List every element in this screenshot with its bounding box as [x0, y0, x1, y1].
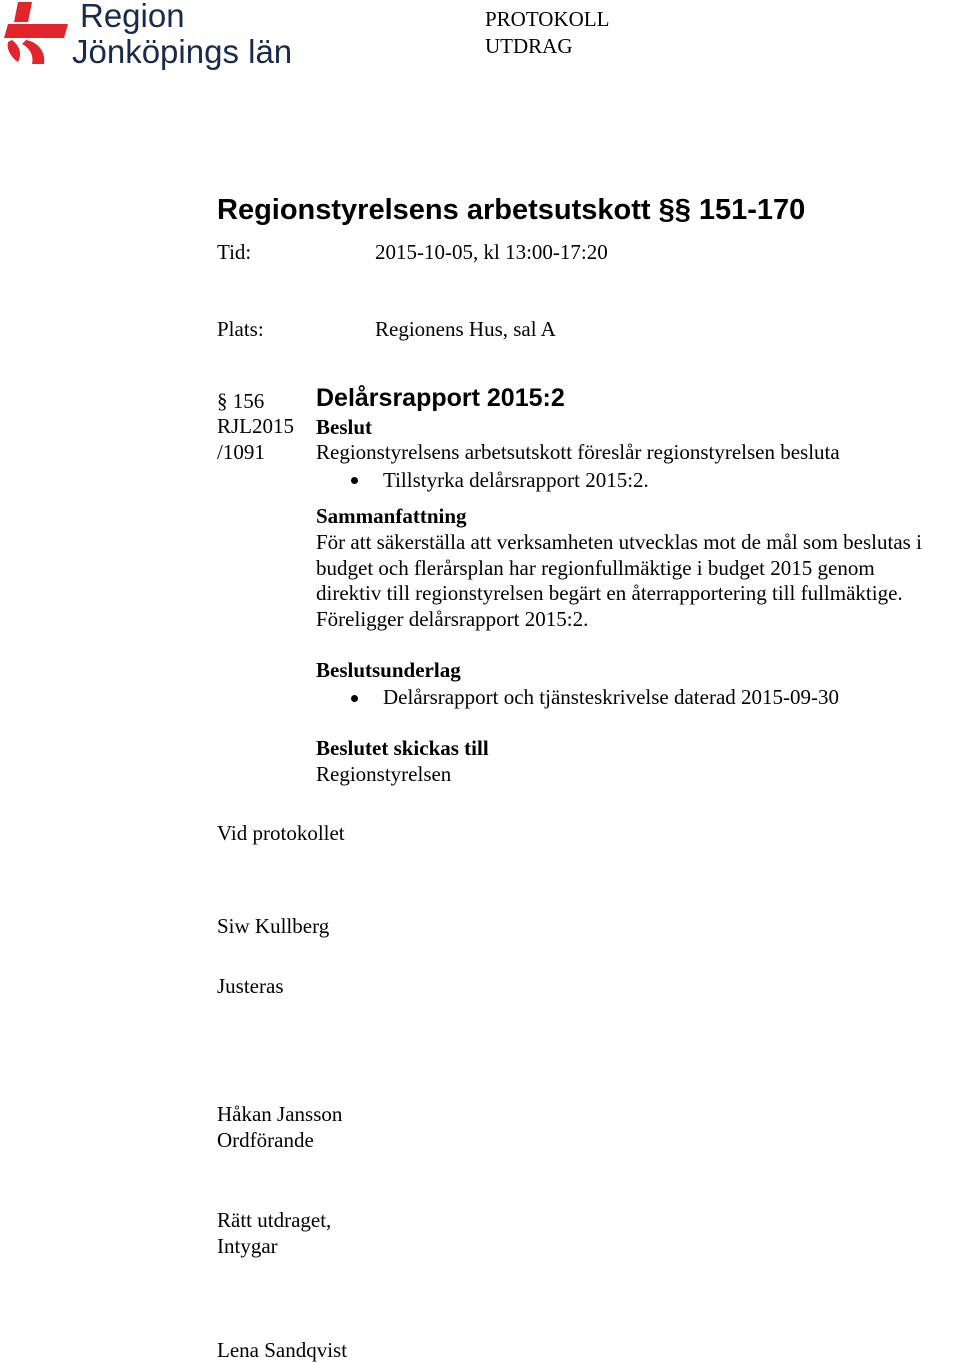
bullet-icon	[351, 695, 358, 702]
summary-line: direktiv till regionstyrelsen begärt en återrapportering till fullmäktige.	[316, 581, 903, 605]
bullet-icon	[351, 477, 358, 484]
header-protokoll: PROTOKOLL	[485, 7, 610, 31]
chair-role: Ordförande	[217, 1128, 314, 1152]
summary-line: budget och flerårsplan har regionfullmäktige i budget 2015 genom	[316, 556, 875, 580]
chair-name: Håkan Jansson	[217, 1102, 343, 1126]
region-cross-icon	[4, 2, 70, 66]
sent-to: Regionstyrelsen	[316, 762, 452, 786]
decision-heading: Beslut	[316, 415, 373, 439]
basis-bullet-text: Delårsrapport och tjänsteskrivelse daterad 2015-09-30	[383, 685, 840, 709]
certifier-name: Lena Sandqvist	[217, 1338, 348, 1362]
paragraph-number: § 156	[217, 389, 265, 413]
basis-heading: Beslutsunderlag	[316, 658, 461, 682]
decision-bullet-text: Tillstyrka delårsrapport 2015:2.	[383, 468, 649, 492]
reference-line-2: /1091	[217, 440, 265, 464]
logo-text-region: Region	[80, 0, 185, 34]
certified-line-1: Rätt utdraget,	[217, 1208, 332, 1232]
page-title: Regionstyrelsens arbetsutskott §§ 151-170	[217, 194, 806, 226]
decision-text: Regionstyrelsens arbetsutskott föreslår regionstyrelsen besluta	[316, 440, 840, 464]
reference-line-1: RJL2015	[217, 414, 295, 438]
summary-line: Föreligger delårsrapport 2015:2.	[316, 607, 589, 631]
summary-heading: Sammanfattning	[316, 504, 467, 528]
sent-heading: Beslutet skickas till	[316, 736, 489, 760]
item-heading: Delårsrapport 2015:2	[316, 384, 565, 412]
summary-line: För att säkerställa att verksamheten utvecklas mot de mål som beslutas i	[316, 530, 922, 554]
place-label: Plats:	[217, 317, 264, 341]
vid-protokollet: Vid protokollet	[217, 821, 345, 845]
secretary-name: Siw Kullberg	[217, 914, 330, 938]
logo-text-county: Jönköpings län	[72, 33, 293, 70]
place-value: Regionens Hus, sal A	[375, 317, 556, 341]
header-utdrag: UTDRAG	[485, 34, 573, 58]
time-label: Tid:	[217, 240, 252, 264]
region-logo	[0, 0, 300, 80]
justeras-label: Justeras	[217, 974, 284, 998]
time-value: 2015-10-05, kl 13:00-17:20	[375, 240, 608, 264]
certified-line-2: Intygar	[217, 1234, 278, 1258]
